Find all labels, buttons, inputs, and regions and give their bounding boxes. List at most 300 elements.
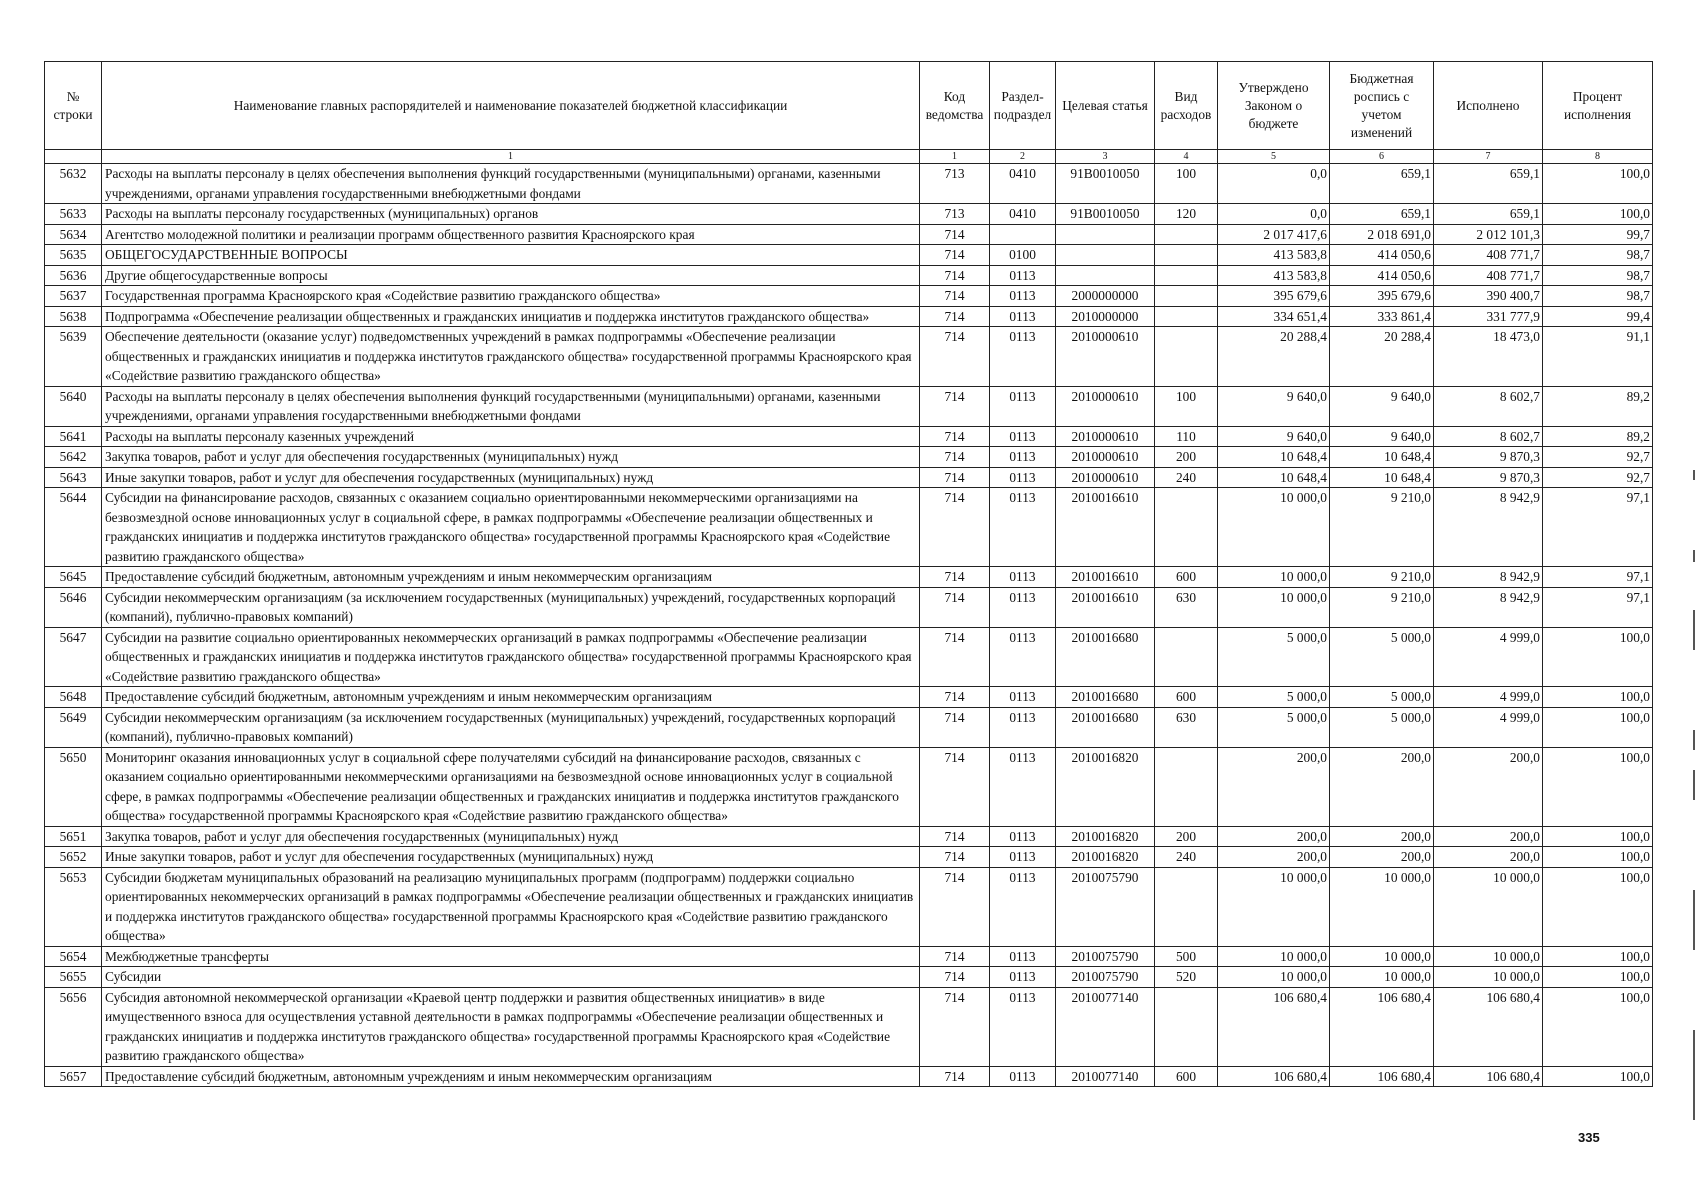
expense-type-cell	[1155, 245, 1218, 266]
target-article-cell: 2010000610	[1056, 386, 1155, 426]
executed-amount-cell: 8 942,9	[1434, 587, 1543, 627]
column-number-cell	[45, 150, 102, 164]
percent-cell: 100,0	[1543, 987, 1653, 1066]
expense-type-cell	[1155, 488, 1218, 567]
target-article-cell: 91В0010050	[1056, 204, 1155, 225]
budget-list-amount-cell: 659,1	[1330, 204, 1434, 225]
expense-type-cell: 600	[1155, 567, 1218, 588]
section-cell: 0113	[990, 867, 1056, 946]
expense-type-cell: 500	[1155, 946, 1218, 967]
column-number-cell: 5	[1218, 150, 1330, 164]
name-cell: Предоставление субсидий бюджетным, автономным учреждениям и иным некоммерческим организациям	[102, 687, 920, 708]
row-number-cell: 5643	[45, 467, 102, 488]
expense-type-cell	[1155, 747, 1218, 826]
target-article-cell	[1056, 224, 1155, 245]
budget-list-amount-cell: 200,0	[1330, 826, 1434, 847]
budget-list-amount-cell: 395 679,6	[1330, 286, 1434, 307]
executed-amount-cell: 10 000,0	[1434, 946, 1543, 967]
budget-list-amount-cell: 20 288,4	[1330, 327, 1434, 387]
header-executed: Исполнено	[1434, 62, 1543, 150]
table-row	[45, 967, 1653, 988]
dept-code-cell: 714	[920, 306, 990, 327]
target-article-cell: 2010000000	[1056, 306, 1155, 327]
percent-cell: 92,7	[1543, 467, 1653, 488]
header-expense-type: Вид расходов	[1155, 62, 1218, 150]
section-cell: 0113	[990, 306, 1056, 327]
expense-type-cell	[1155, 265, 1218, 286]
approved-amount-cell: 5 000,0	[1218, 707, 1330, 747]
approved-amount-cell: 10 000,0	[1218, 567, 1330, 588]
budget-list-amount-cell: 106 680,4	[1330, 987, 1434, 1066]
name-cell: Иные закупки товаров, работ и услуг для обеспечения государственных (муниципальных) нужд	[102, 847, 920, 868]
percent-cell: 98,7	[1543, 265, 1653, 286]
name-cell: Расходы на выплаты персоналу в целях обеспечения выполнения функций государственными (муниципальными) органами, казенными учреждениями, органами управления государственными внебюджетными фондами	[102, 164, 920, 204]
name-cell: Предоставление субсидий бюджетным, автономным учреждениям и иным некоммерческим организациям	[102, 567, 920, 588]
table-row	[45, 747, 1653, 826]
target-article-cell: 2010000610	[1056, 447, 1155, 468]
table-row	[45, 826, 1653, 847]
budget-list-amount-cell: 10 648,4	[1330, 467, 1434, 488]
section-cell: 0113	[990, 587, 1056, 627]
percent-cell: 89,2	[1543, 426, 1653, 447]
expense-type-cell: 240	[1155, 467, 1218, 488]
approved-amount-cell: 10 000,0	[1218, 867, 1330, 946]
section-cell: 0113	[990, 567, 1056, 588]
approved-amount-cell: 413 583,8	[1218, 265, 1330, 286]
dept-code-cell: 714	[920, 467, 990, 488]
percent-cell: 100,0	[1543, 967, 1653, 988]
row-number-cell: 5634	[45, 224, 102, 245]
budget-list-amount-cell: 10 000,0	[1330, 946, 1434, 967]
section-cell: 0113	[990, 447, 1056, 468]
executed-amount-cell: 4 999,0	[1434, 687, 1543, 708]
percent-cell: 100,0	[1543, 847, 1653, 868]
executed-amount-cell: 10 000,0	[1434, 867, 1543, 946]
section-cell	[990, 224, 1056, 245]
executed-amount-cell: 200,0	[1434, 747, 1543, 826]
dept-code-cell: 714	[920, 707, 990, 747]
dept-code-cell: 714	[920, 447, 990, 468]
approved-amount-cell: 200,0	[1218, 747, 1330, 826]
section-cell: 0100	[990, 245, 1056, 266]
executed-amount-cell: 106 680,4	[1434, 987, 1543, 1066]
target-article-cell: 2010016820	[1056, 826, 1155, 847]
header-approved: Утверждено Законом о бюджете	[1218, 62, 1330, 150]
section-cell: 0113	[990, 1066, 1056, 1087]
row-number-cell: 5648	[45, 687, 102, 708]
table-row	[45, 447, 1653, 468]
percent-cell: 100,0	[1543, 747, 1653, 826]
table-row	[45, 467, 1653, 488]
table-row	[45, 687, 1653, 708]
target-article-cell: 2010016820	[1056, 747, 1155, 826]
budget-list-amount-cell: 9 640,0	[1330, 426, 1434, 447]
column-number-cell: 1	[920, 150, 990, 164]
expense-type-cell: 100	[1155, 386, 1218, 426]
column-number-cell: 6	[1330, 150, 1434, 164]
section-cell: 0113	[990, 847, 1056, 868]
table-row	[45, 587, 1653, 627]
column-number-cell: 3	[1056, 150, 1155, 164]
percent-cell: 92,7	[1543, 447, 1653, 468]
section-cell: 0113	[990, 265, 1056, 286]
budget-execution-table	[44, 61, 1653, 1087]
row-number-cell: 5639	[45, 327, 102, 387]
expense-type-cell	[1155, 627, 1218, 687]
budget-list-amount-cell: 10 000,0	[1330, 967, 1434, 988]
header-section: Раздел-подраздел	[990, 62, 1056, 150]
expense-type-cell	[1155, 306, 1218, 327]
budget-list-amount-cell: 9 210,0	[1330, 567, 1434, 588]
row-number-cell: 5635	[45, 245, 102, 266]
target-article-cell: 2010016680	[1056, 707, 1155, 747]
row-number-cell: 5636	[45, 265, 102, 286]
table-row	[45, 987, 1653, 1066]
name-cell: Государственная программа Красноярского края «Содействие развитию гражданского общества»	[102, 286, 920, 307]
section-cell: 0113	[990, 987, 1056, 1066]
percent-cell: 89,2	[1543, 386, 1653, 426]
expense-type-cell: 200	[1155, 826, 1218, 847]
row-number-cell: 5649	[45, 707, 102, 747]
name-cell: Другие общегосударственные вопросы	[102, 265, 920, 286]
dept-code-cell: 713	[920, 204, 990, 225]
table-row	[45, 164, 1653, 204]
name-cell: Субсидии на развитие социально ориентированных некоммерческих организаций в рамках подпрограммы «Обеспечение реализации общественных и гражданских инициатив и поддержка институтов гражданского общества» государственной программы Красноярского края «Содействие развитию гражданского общества»	[102, 627, 920, 687]
table-row	[45, 426, 1653, 447]
name-cell: Субсидии некоммерческим организациям (за исключением государственных (муниципальных) учреждений, государственных корпораций (компаний), публично-правовых компаний)	[102, 707, 920, 747]
budget-list-amount-cell: 9 640,0	[1330, 386, 1434, 426]
scan-edge-marks	[1693, 470, 1695, 1170]
column-number-cell: 2	[990, 150, 1056, 164]
percent-cell: 100,0	[1543, 204, 1653, 225]
table-row	[45, 707, 1653, 747]
executed-amount-cell: 10 000,0	[1434, 967, 1543, 988]
header-target-article: Целевая статья	[1056, 62, 1155, 150]
dept-code-cell: 714	[920, 245, 990, 266]
row-number-cell: 5646	[45, 587, 102, 627]
row-number-cell: 5640	[45, 386, 102, 426]
target-article-cell: 2010016610	[1056, 488, 1155, 567]
section-cell: 0113	[990, 687, 1056, 708]
percent-cell: 98,7	[1543, 286, 1653, 307]
budget-list-amount-cell: 10 648,4	[1330, 447, 1434, 468]
name-cell: Субсидия автономной некоммерческой организации «Краевой центр поддержки и развития общественных инициатив» в виде имущественного взноса для осуществления уставной деятельности в рамках подпрограммы «Обеспечение реализации общественных и гражданских инициатив и поддержка институтов гражданского общества» государственной программы Красноярского края «Содействие развитию гражданского общества»	[102, 987, 920, 1066]
table-row	[45, 204, 1653, 225]
budget-list-amount-cell: 659,1	[1330, 164, 1434, 204]
expense-type-cell	[1155, 987, 1218, 1066]
section-cell: 0410	[990, 164, 1056, 204]
section-cell: 0113	[990, 426, 1056, 447]
expense-type-cell: 600	[1155, 687, 1218, 708]
section-cell: 0113	[990, 467, 1056, 488]
percent-cell: 91,1	[1543, 327, 1653, 387]
header-budget-list: Бюджетная роспись с учетом изменений	[1330, 62, 1434, 150]
budget-list-amount-cell: 5 000,0	[1330, 707, 1434, 747]
target-article-cell: 2010000610	[1056, 327, 1155, 387]
table-row	[45, 867, 1653, 946]
approved-amount-cell: 413 583,8	[1218, 245, 1330, 266]
expense-type-cell: 630	[1155, 707, 1218, 747]
approved-amount-cell: 200,0	[1218, 826, 1330, 847]
executed-amount-cell: 659,1	[1434, 164, 1543, 204]
executed-amount-cell: 200,0	[1434, 826, 1543, 847]
name-cell: Субсидии некоммерческим организациям (за исключением государственных (муниципальных) учреждений, государственных корпораций (компаний), публично-правовых компаний)	[102, 587, 920, 627]
target-article-cell: 2010075790	[1056, 946, 1155, 967]
name-cell: Закупка товаров, работ и услуг для обеспечения государственных (муниципальных) нужд	[102, 826, 920, 847]
table-row	[45, 306, 1653, 327]
table-row	[45, 488, 1653, 567]
dept-code-cell: 714	[920, 587, 990, 627]
dept-code-cell: 714	[920, 987, 990, 1066]
table-body	[45, 164, 1653, 1087]
approved-amount-cell: 106 680,4	[1218, 987, 1330, 1066]
budget-list-amount-cell: 333 861,4	[1330, 306, 1434, 327]
dept-code-cell: 714	[920, 967, 990, 988]
section-cell: 0113	[990, 707, 1056, 747]
executed-amount-cell: 8 942,9	[1434, 567, 1543, 588]
section-cell: 0113	[990, 488, 1056, 567]
row-number-cell: 5655	[45, 967, 102, 988]
approved-amount-cell: 395 679,6	[1218, 286, 1330, 307]
approved-amount-cell: 10 648,4	[1218, 467, 1330, 488]
budget-list-amount-cell: 10 000,0	[1330, 867, 1434, 946]
table-header	[45, 62, 1653, 164]
row-number-cell: 5657	[45, 1066, 102, 1087]
row-number-cell: 5647	[45, 627, 102, 687]
name-cell: Субсидии бюджетам муниципальных образований на реализацию муниципальных программ (подпрограмм) поддержки социально ориентированных некоммерческих организаций в рамках подпрограммы «Обеспечение реализации общественных и гражданских инициатив и поддержка институтов гражданского общества» государственной программы Красноярского края «Содействие развитию гражданского общества»	[102, 867, 920, 946]
name-cell: Агентство молодежной политики и реализации программ общественного развития Красноярского края	[102, 224, 920, 245]
row-number-cell: 5656	[45, 987, 102, 1066]
approved-amount-cell: 20 288,4	[1218, 327, 1330, 387]
target-article-cell: 2010016610	[1056, 567, 1155, 588]
target-article-cell: 2010016610	[1056, 587, 1155, 627]
executed-amount-cell: 18 473,0	[1434, 327, 1543, 387]
expense-type-cell	[1155, 224, 1218, 245]
column-number-cell: 7	[1434, 150, 1543, 164]
percent-cell: 100,0	[1543, 164, 1653, 204]
expense-type-cell	[1155, 286, 1218, 307]
column-number-row	[45, 150, 1653, 164]
section-cell: 0113	[990, 747, 1056, 826]
target-article-cell: 2010075790	[1056, 967, 1155, 988]
percent-cell: 100,0	[1543, 627, 1653, 687]
section-cell: 0113	[990, 327, 1056, 387]
row-number-cell: 5638	[45, 306, 102, 327]
approved-amount-cell: 5 000,0	[1218, 627, 1330, 687]
percent-cell: 97,1	[1543, 567, 1653, 588]
expense-type-cell: 520	[1155, 967, 1218, 988]
target-article-cell: 91В0010050	[1056, 164, 1155, 204]
budget-report-sheet	[44, 61, 1652, 1087]
expense-type-cell	[1155, 327, 1218, 387]
percent-cell: 100,0	[1543, 826, 1653, 847]
target-article-cell: 2000000000	[1056, 286, 1155, 307]
header-percent: Процент исполнения	[1543, 62, 1653, 150]
percent-cell: 100,0	[1543, 867, 1653, 946]
budget-list-amount-cell: 200,0	[1330, 747, 1434, 826]
row-number-cell: 5653	[45, 867, 102, 946]
name-cell: Субсидии	[102, 967, 920, 988]
percent-cell: 100,0	[1543, 946, 1653, 967]
name-cell: Субсидии на финансирование расходов, связанных с оказанием социально ориентированными некоммерческими организациями на безвозмездной основе инновационных услуг в социальной сфере, в рамках подпрограммы «Обеспечение реализации общественных и гражданских инициатив и поддержка институтов гражданского общества» государственной программы Красноярского края «Содействие развитию гражданского общества»	[102, 488, 920, 567]
target-article-cell: 2010000610	[1056, 467, 1155, 488]
percent-cell: 97,1	[1543, 488, 1653, 567]
percent-cell: 99,4	[1543, 306, 1653, 327]
table-row	[45, 567, 1653, 588]
header-name: Наименование главных распорядителей и наименование показателей бюджетной классификации	[102, 62, 920, 150]
approved-amount-cell: 10 000,0	[1218, 946, 1330, 967]
budget-list-amount-cell: 414 050,6	[1330, 245, 1434, 266]
expense-type-cell: 600	[1155, 1066, 1218, 1087]
row-number-cell: 5637	[45, 286, 102, 307]
table-row	[45, 627, 1653, 687]
target-article-cell: 2010075790	[1056, 867, 1155, 946]
header-dept-code: Код ведомства	[920, 62, 990, 150]
approved-amount-cell: 10 000,0	[1218, 967, 1330, 988]
table-row	[45, 1066, 1653, 1087]
table-row	[45, 946, 1653, 967]
dept-code-cell: 714	[920, 286, 990, 307]
table-row	[45, 327, 1653, 387]
page-number: 335	[1578, 1130, 1600, 1145]
budget-list-amount-cell: 2 018 691,0	[1330, 224, 1434, 245]
dept-code-cell: 714	[920, 265, 990, 286]
dept-code-cell: 714	[920, 826, 990, 847]
row-number-cell: 5642	[45, 447, 102, 468]
section-cell: 0113	[990, 286, 1056, 307]
section-cell: 0410	[990, 204, 1056, 225]
name-cell: Межбюджетные трансферты	[102, 946, 920, 967]
executed-amount-cell: 408 771,7	[1434, 265, 1543, 286]
row-number-cell: 5650	[45, 747, 102, 826]
name-cell: Обеспечение деятельности (оказание услуг) подведомственных учреждений в рамках подпрограммы «Обеспечение реализации общественных и гражданских инициатив и поддержка институтов гражданского общества» государственной программы Красноярского края «Содействие развитию гражданского общества»	[102, 327, 920, 387]
executed-amount-cell: 331 777,9	[1434, 306, 1543, 327]
executed-amount-cell: 4 999,0	[1434, 707, 1543, 747]
target-article-cell: 2010077140	[1056, 1066, 1155, 1087]
name-cell: Расходы на выплаты персоналу в целях обеспечения выполнения функций государственными (муниципальными) органами, казенными учреждениями, органами управления государственными внебюджетными фондами	[102, 386, 920, 426]
target-article-cell: 2010016680	[1056, 627, 1155, 687]
table-row	[45, 386, 1653, 426]
header-row-number: № строки	[45, 62, 102, 150]
budget-list-amount-cell: 106 680,4	[1330, 1066, 1434, 1087]
approved-amount-cell: 106 680,4	[1218, 1066, 1330, 1087]
percent-cell: 100,0	[1543, 707, 1653, 747]
executed-amount-cell: 8 942,9	[1434, 488, 1543, 567]
row-number-cell: 5632	[45, 164, 102, 204]
expense-type-cell: 240	[1155, 847, 1218, 868]
table-row	[45, 245, 1653, 266]
executed-amount-cell: 2 012 101,3	[1434, 224, 1543, 245]
approved-amount-cell: 9 640,0	[1218, 386, 1330, 426]
dept-code-cell: 714	[920, 426, 990, 447]
executed-amount-cell: 9 870,3	[1434, 467, 1543, 488]
column-number-cell: 4	[1155, 150, 1218, 164]
table-row	[45, 224, 1653, 245]
dept-code-cell: 713	[920, 164, 990, 204]
table-row	[45, 265, 1653, 286]
budget-list-amount-cell: 9 210,0	[1330, 488, 1434, 567]
target-article-cell: 2010077140	[1056, 987, 1155, 1066]
expense-type-cell: 110	[1155, 426, 1218, 447]
executed-amount-cell: 390 400,7	[1434, 286, 1543, 307]
dept-code-cell: 714	[920, 867, 990, 946]
dept-code-cell: 714	[920, 327, 990, 387]
section-cell: 0113	[990, 627, 1056, 687]
budget-list-amount-cell: 414 050,6	[1330, 265, 1434, 286]
name-cell: Мониторинг оказания инновационных услуг в социальной сфере получателями субсидий на финансирование расходов, связанных с оказанием социально ориентированными некоммерческими организациями на безвозмездной основе инновационных услуг в социальной сфере, в рамках подпрограммы «Обеспечение реализации общественных и гражданских инициатив и поддержка институтов гражданского общества» государственной программы Красноярского края «Содействие развитию гражданского общества»	[102, 747, 920, 826]
dept-code-cell: 714	[920, 627, 990, 687]
name-cell: Закупка товаров, работ и услуг для обеспечения государственных (муниципальных) нужд	[102, 447, 920, 468]
expense-type-cell: 200	[1155, 447, 1218, 468]
approved-amount-cell: 334 651,4	[1218, 306, 1330, 327]
dept-code-cell: 714	[920, 847, 990, 868]
row-number-cell: 5645	[45, 567, 102, 588]
approved-amount-cell: 0,0	[1218, 164, 1330, 204]
executed-amount-cell: 106 680,4	[1434, 1066, 1543, 1087]
name-cell: Расходы на выплаты персоналу государственных (муниципальных) органов	[102, 204, 920, 225]
executed-amount-cell: 659,1	[1434, 204, 1543, 225]
dept-code-cell: 714	[920, 946, 990, 967]
name-cell: Предоставление субсидий бюджетным, автономным учреждениям и иным некоммерческим организациям	[102, 1066, 920, 1087]
percent-cell: 97,1	[1543, 587, 1653, 627]
target-article-cell: 2010000610	[1056, 426, 1155, 447]
target-article-cell	[1056, 245, 1155, 266]
percent-cell: 99,7	[1543, 224, 1653, 245]
approved-amount-cell: 10 648,4	[1218, 447, 1330, 468]
row-number-cell: 5633	[45, 204, 102, 225]
expense-type-cell: 630	[1155, 587, 1218, 627]
section-cell: 0113	[990, 386, 1056, 426]
approved-amount-cell: 9 640,0	[1218, 426, 1330, 447]
row-number-cell: 5651	[45, 826, 102, 847]
executed-amount-cell: 8 602,7	[1434, 386, 1543, 426]
budget-list-amount-cell: 9 210,0	[1330, 587, 1434, 627]
percent-cell: 100,0	[1543, 1066, 1653, 1087]
name-cell: Иные закупки товаров, работ и услуг для обеспечения государственных (муниципальных) нужд	[102, 467, 920, 488]
executed-amount-cell: 200,0	[1434, 847, 1543, 868]
row-number-cell: 5654	[45, 946, 102, 967]
section-cell: 0113	[990, 826, 1056, 847]
section-cell: 0113	[990, 967, 1056, 988]
dept-code-cell: 714	[920, 224, 990, 245]
target-article-cell: 2010016820	[1056, 847, 1155, 868]
expense-type-cell: 100	[1155, 164, 1218, 204]
section-cell: 0113	[990, 946, 1056, 967]
approved-amount-cell: 10 000,0	[1218, 587, 1330, 627]
executed-amount-cell: 408 771,7	[1434, 245, 1543, 266]
approved-amount-cell: 2 017 417,6	[1218, 224, 1330, 245]
approved-amount-cell: 0,0	[1218, 204, 1330, 225]
executed-amount-cell: 8 602,7	[1434, 426, 1543, 447]
executed-amount-cell: 9 870,3	[1434, 447, 1543, 468]
name-cell: Расходы на выплаты персоналу казенных учреждений	[102, 426, 920, 447]
dept-code-cell: 714	[920, 1066, 990, 1087]
row-number-cell: 5652	[45, 847, 102, 868]
target-article-cell: 2010016680	[1056, 687, 1155, 708]
approved-amount-cell: 200,0	[1218, 847, 1330, 868]
executed-amount-cell: 4 999,0	[1434, 627, 1543, 687]
expense-type-cell	[1155, 867, 1218, 946]
expense-type-cell: 120	[1155, 204, 1218, 225]
budget-list-amount-cell: 200,0	[1330, 847, 1434, 868]
budget-list-amount-cell: 5 000,0	[1330, 627, 1434, 687]
row-number-cell: 5644	[45, 488, 102, 567]
approved-amount-cell: 5 000,0	[1218, 687, 1330, 708]
dept-code-cell: 714	[920, 747, 990, 826]
approved-amount-cell: 10 000,0	[1218, 488, 1330, 567]
dept-code-cell: 714	[920, 386, 990, 426]
dept-code-cell: 714	[920, 488, 990, 567]
